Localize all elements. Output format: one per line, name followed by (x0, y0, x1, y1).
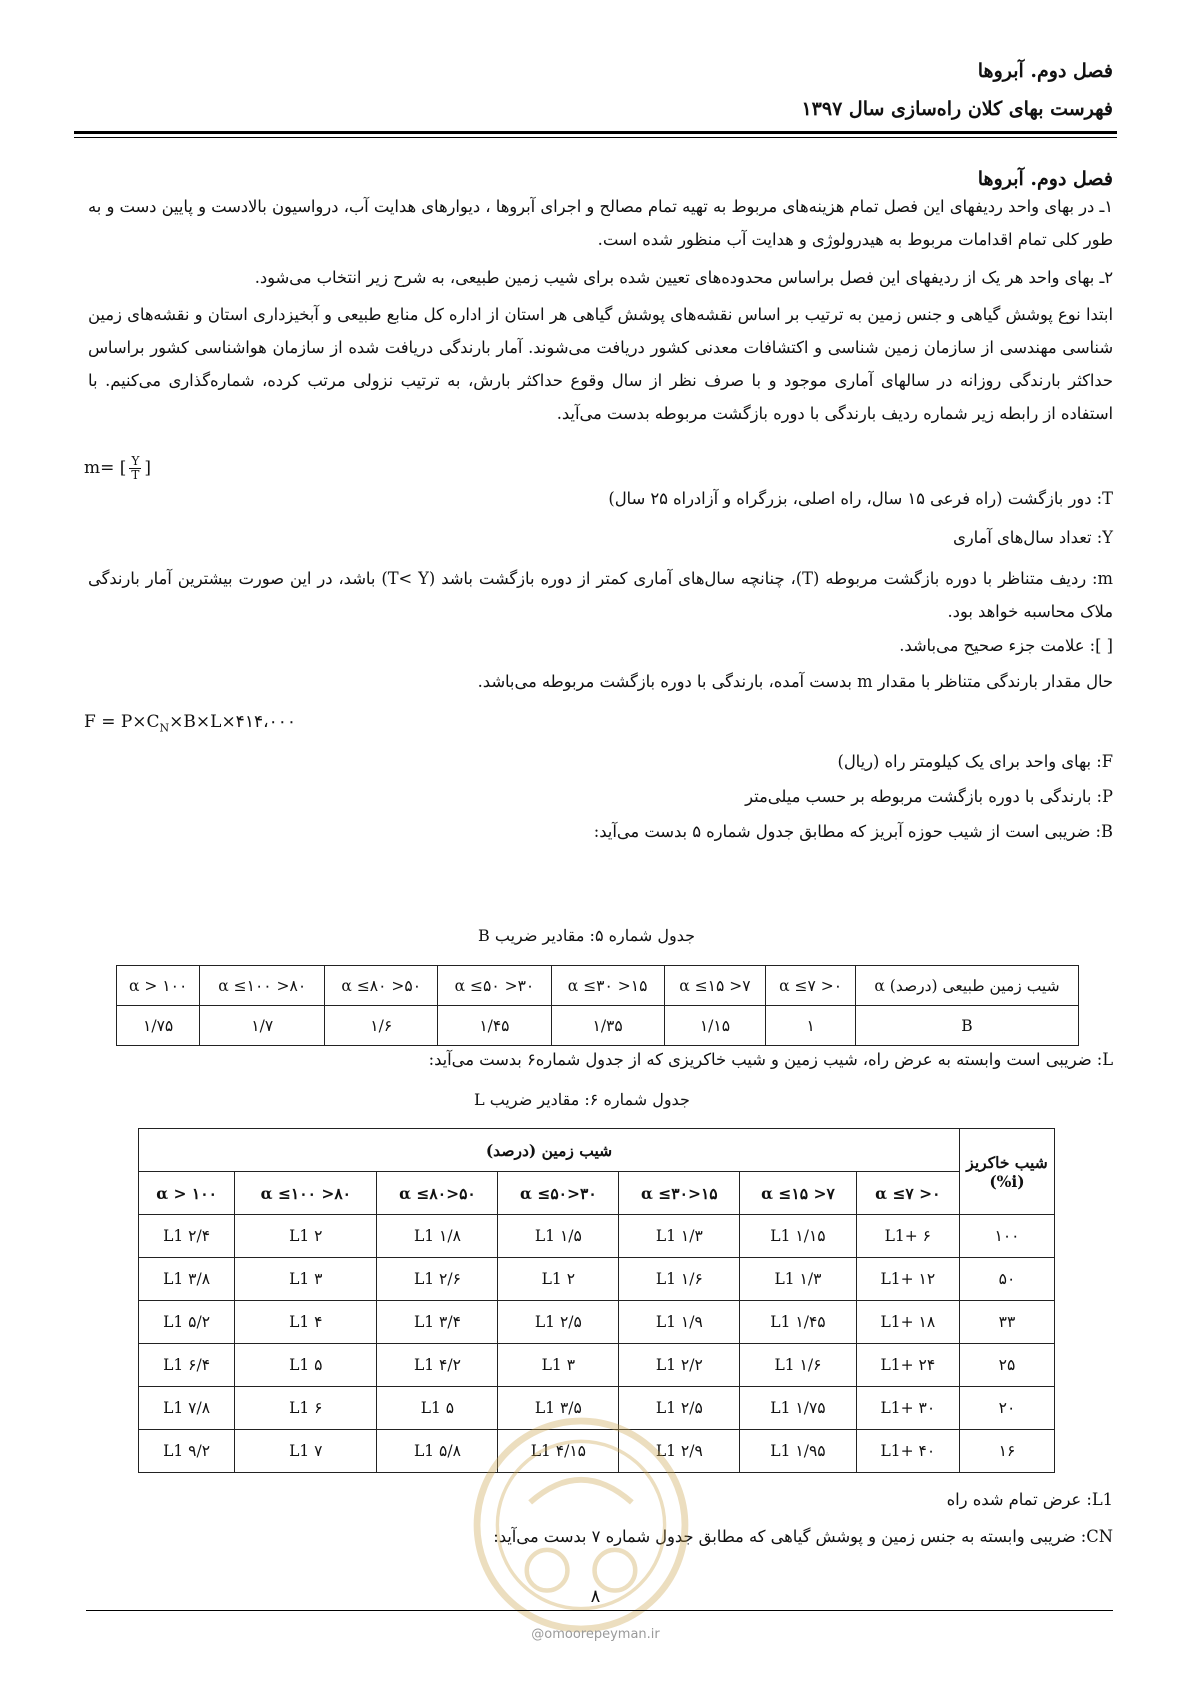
definition-T: T: دور بازگشت (راه فرعی ۱۵ سال، راه اصلی، بزرگراه و آزادراه ۲۵ سال) (608, 489, 1113, 508)
table6-cell: ۱/۴۵ L1 (740, 1301, 856, 1344)
seal-gear-left (527, 1550, 568, 1591)
table6-cell: ۱/۷۵ L1 (740, 1387, 856, 1430)
table6-column-header: ۳۰<α ≤۵۰ (498, 1172, 619, 1215)
paragraph-2: ۲ـ بهای واحد هر یک از ردیفهای این فصل براساس محدوده‌های تعیین شده برای شیب زمین طبیعی، به شرح زیر انتخاب می‌شود. (254, 268, 1113, 287)
table6-cell: L1+ ۶ (856, 1215, 959, 1258)
table5-header-row (117, 966, 1079, 1006)
formula-m (84, 455, 151, 482)
table6-cell: ۳/۸ L1 (139, 1258, 235, 1301)
table6-cell: ۱/۶ L1 (619, 1258, 740, 1301)
definition-bracket: [ ]: علامت جزء صحیح می‌باشد. (899, 636, 1113, 655)
definition-F: F: بهای واحد برای یک کیلومتر راه (ریال) (837, 752, 1113, 771)
table6-cell: ۲/۵ L1 (498, 1301, 619, 1344)
definition-B: B: ضریبی است از شیب حوزه آبریز که مطابق جدول شماره ۵ بدست می‌آید: (593, 822, 1113, 841)
section-title: فصل دوم. آبروها (977, 168, 1113, 190)
table6-column-header: α > ۱۰۰ (139, 1172, 235, 1215)
table6-cell: ۷ L1 (235, 1430, 377, 1473)
page-number: ۸ (590, 1586, 601, 1607)
table5-header-cell: ۷< α ≤۱۵ (664, 966, 766, 1006)
table6-slope-cell: ۱۰۰ (960, 1215, 1055, 1258)
table5-cell: ۱/۷۵ (117, 1006, 200, 1046)
formula-m-numerator: Y (129, 455, 141, 469)
table6-cell: ۳ L1 (235, 1258, 377, 1301)
table6-cell: ۱/۳ L1 (619, 1215, 740, 1258)
table5-header-cell: ۱۵< α ≤۳۰ (551, 966, 664, 1006)
table5-cell: ۱/۳۵ (551, 1006, 664, 1046)
footer-rule (86, 1610, 1113, 1611)
header-rule-thin (74, 137, 1117, 138)
definition-P: P: بارندگی با دوره بازگشت مربوطه بر حسب میلی‌متر (745, 787, 1113, 806)
paragraph-3: ابتدا نوع پوشش گیاهی و جنس زمین به ترتیب بر اساس نقشه‌های پوشش گیاهی هر استان از اداره کل منابع طبیعی و آبخیزداری استان و نقشه‌های زمین شناسی مهندسی از سازمان زمین شناسی و اکتشافات معدنی کشور دریافت می‌شوند. آمار بارندگی دریافت شده از سازمان هواشناسی کشور براساس حداکثر بارندگی روزانه در سالهای آماری موجود و با صرف نظر از سال وقوع حداکثر بارش، به ترتیب نزولی مرتب کرده، شماره‌گذاری می‌کنیم. با استفاده از رابطه زیر شماره ردیف بارندگی با دوره بازگشت مربوطه بدست می‌آید. (88, 305, 1113, 423)
table6-corner-label: شیب خاکریز (966, 1152, 1048, 1172)
table5 (116, 965, 1079, 1046)
formula-F-sub: N (159, 721, 170, 735)
table6-cell: ۷/۸ L1 (139, 1387, 235, 1430)
table6-column-header: ۰< α ≤۷ (856, 1172, 959, 1215)
table6-slope-cell: ۲۵ (960, 1344, 1055, 1387)
table6-cell: ۱/۹ L1 (619, 1301, 740, 1344)
table6-cell: ۵/۲ L1 (139, 1301, 235, 1344)
table6-cell: ۱/۳ L1 (740, 1258, 856, 1301)
formula-m-denominator: T (131, 468, 140, 482)
table6-cell: ۱/۸ L1 (377, 1215, 498, 1258)
table6-cell: ۱/۶ L1 (740, 1344, 856, 1387)
table5-cell: ۱/۷ (200, 1006, 325, 1046)
running-header-title: فهرست بهای کلان راه‌سازی سال ۱۳۹۷ (801, 98, 1113, 120)
definition-m: m: ردیف متناظر با دوره بازگشت مربوطه (T)، چنانچه سال‌های آماری کمتر از دوره بازگشت باشد (T< Y) باشد، در این صورت بیشترین آمار بارندگی ملاک محاسبه خواهد بود. (88, 569, 1113, 621)
table6-column-header: ۵۰<α ≤۸۰ (377, 1172, 498, 1215)
table5-header-cell: شیب زمین طبیعی (درصد) α (856, 966, 1079, 1006)
seal-arc (530, 1480, 632, 1503)
table6-cell: ۹/۲ L1 (139, 1430, 235, 1473)
table6-cell: L1+ ۲۴ (856, 1344, 959, 1387)
table5-header-cell: ۵۰< α ≤۸۰ (325, 966, 438, 1006)
table6-cell: ۳ L1 (498, 1344, 619, 1387)
table6-cell: ۱/۱۵ L1 (740, 1215, 856, 1258)
seal-gear-right (595, 1550, 636, 1591)
table5-cell: ۱ (766, 1006, 856, 1046)
table6-row (139, 1301, 1055, 1344)
table6-row (139, 1215, 1055, 1258)
table6-corner-cell (960, 1129, 1055, 1215)
formula-m-rhs: ] (144, 458, 152, 478)
table6-column-header-row (139, 1172, 1055, 1215)
table5-cell: ۱/۶ (325, 1006, 438, 1046)
table6-group-header: شیب زمین (درصد) (139, 1129, 960, 1172)
table6-cell: ۲/۲ L1 (619, 1344, 740, 1387)
formula-m-lhs: m= [ (84, 458, 127, 478)
formula-F (84, 712, 296, 734)
table6-column-header: ۷< α ≤۱۵ (740, 1172, 856, 1215)
paragraph-1: ۱ـ در بهای واحد ردیفهای این فصل تمام هزینه‌های مربوط به تهیه تمام مصالح و اجرای آبروها ، دیوارهای هدایت آب، درواسیون بالادست و پایین دست و به طور کلی تمام اقدامات مربوط به هیدرولوژی و هدایت آب منظور شده است. (88, 197, 1113, 249)
table6-slope-cell: ۲۰ (960, 1387, 1055, 1430)
table6-cell: ۱/۹۵ L1 (740, 1430, 856, 1473)
formula-F-post: ×B×L×۴۱۴،۰۰۰ (169, 712, 296, 732)
table6-cell: ۵ L1 (235, 1344, 377, 1387)
table5-caption: جدول شماره ۵: مقادیر ضریب B (478, 926, 695, 945)
header-rule-thick (74, 131, 1117, 134)
table6-cell: ۲/۵ L1 (619, 1387, 740, 1430)
rainfall-statement: حال مقدار بارندگی متناظر با مقدار m بدست آمده، بارندگی با دوره بازگشت مربوطه می‌باشد. (477, 672, 1113, 691)
table6-cell: ۲/۶ L1 (377, 1258, 498, 1301)
table6-cell: ۴ L1 (235, 1301, 377, 1344)
table6-row (139, 1344, 1055, 1387)
table5-header-cell: ۸۰< α ≤۱۰۰ (200, 966, 325, 1006)
running-header-chapter: فصل دوم. آبروها (977, 60, 1113, 82)
table6-cell: L1+ ۳۰ (856, 1387, 959, 1430)
table6-column-header: ۱۵<α ≤۳۰ (619, 1172, 740, 1215)
table6-cell: ۲/۹ L1 (619, 1430, 740, 1473)
table6-slope-cell: ۵۰ (960, 1258, 1055, 1301)
table6-cell: ۴/۱۵ L1 (498, 1430, 619, 1473)
table5-header-cell: ۳۰< α ≤۵۰ (438, 966, 551, 1006)
table6-column-header: ۸۰< α ≤۱۰۰ (235, 1172, 377, 1215)
table6-cell: ۳/۴ L1 (377, 1301, 498, 1344)
table6-cell: ۲ L1 (235, 1215, 377, 1258)
table6-cell: ۴/۲ L1 (377, 1344, 498, 1387)
table6-cell: L1+ ۴۰ (856, 1430, 959, 1473)
table5-cell: B (856, 1006, 1079, 1046)
table6-cell: ۵ L1 (377, 1387, 498, 1430)
definition-Y: Y: تعداد سال‌های آماری (952, 528, 1113, 547)
table6-row (139, 1258, 1055, 1301)
formula-m-fraction (129, 455, 141, 482)
definition-L: L: ضریبی است وابسته به عرض راه، شیب زمین و شیب خاکریزی که از جدول شماره۶ بدست می‌آید: (428, 1050, 1113, 1069)
table6-cell: ۲ L1 (498, 1258, 619, 1301)
table6-caption: جدول شماره ۶: مقادیر ضریب L (474, 1090, 690, 1109)
table6-corner-unit: (i%) (989, 1171, 1025, 1191)
definition-L1: L1: عرض تمام شده راه (946, 1490, 1113, 1509)
table6-cell: ۶ L1 (235, 1387, 377, 1430)
table6-group-header-row (139, 1129, 1055, 1172)
table5-header-cell: α > ۱۰۰ (117, 966, 200, 1006)
table6-cell: ۶/۴ L1 (139, 1344, 235, 1387)
table6-cell: ۲/۴ L1 (139, 1215, 235, 1258)
table5-cell: ۱/۴۵ (438, 1006, 551, 1046)
table6-cell: ۵/۸ L1 (377, 1430, 498, 1473)
website-watermark: @omoorepeyman.ir (531, 1627, 660, 1642)
table6-slope-cell: ۱۶ (960, 1430, 1055, 1473)
definition-CN: CN: ضریبی وابسته به جنس زمین و پوشش گیاهی که مطابق جدول شماره ۷ بدست می‌آید: (493, 1527, 1113, 1546)
formula-F-pre: F = P×C (84, 712, 160, 732)
table6-cell: ۳/۵ L1 (498, 1387, 619, 1430)
table5-value-row (117, 1006, 1079, 1046)
table6-slope-cell: ۳۳ (960, 1301, 1055, 1344)
table6-cell: ۱/۵ L1 (498, 1215, 619, 1258)
table5-cell: ۱/۱۵ (664, 1006, 766, 1046)
table6-cell: L1+ ۱۲ (856, 1258, 959, 1301)
seal-inner-ring (497, 1441, 664, 1608)
table5-header-cell: ۰< α ≤۷ (766, 966, 856, 1006)
table6-cell: L1+ ۱۸ (856, 1301, 959, 1344)
